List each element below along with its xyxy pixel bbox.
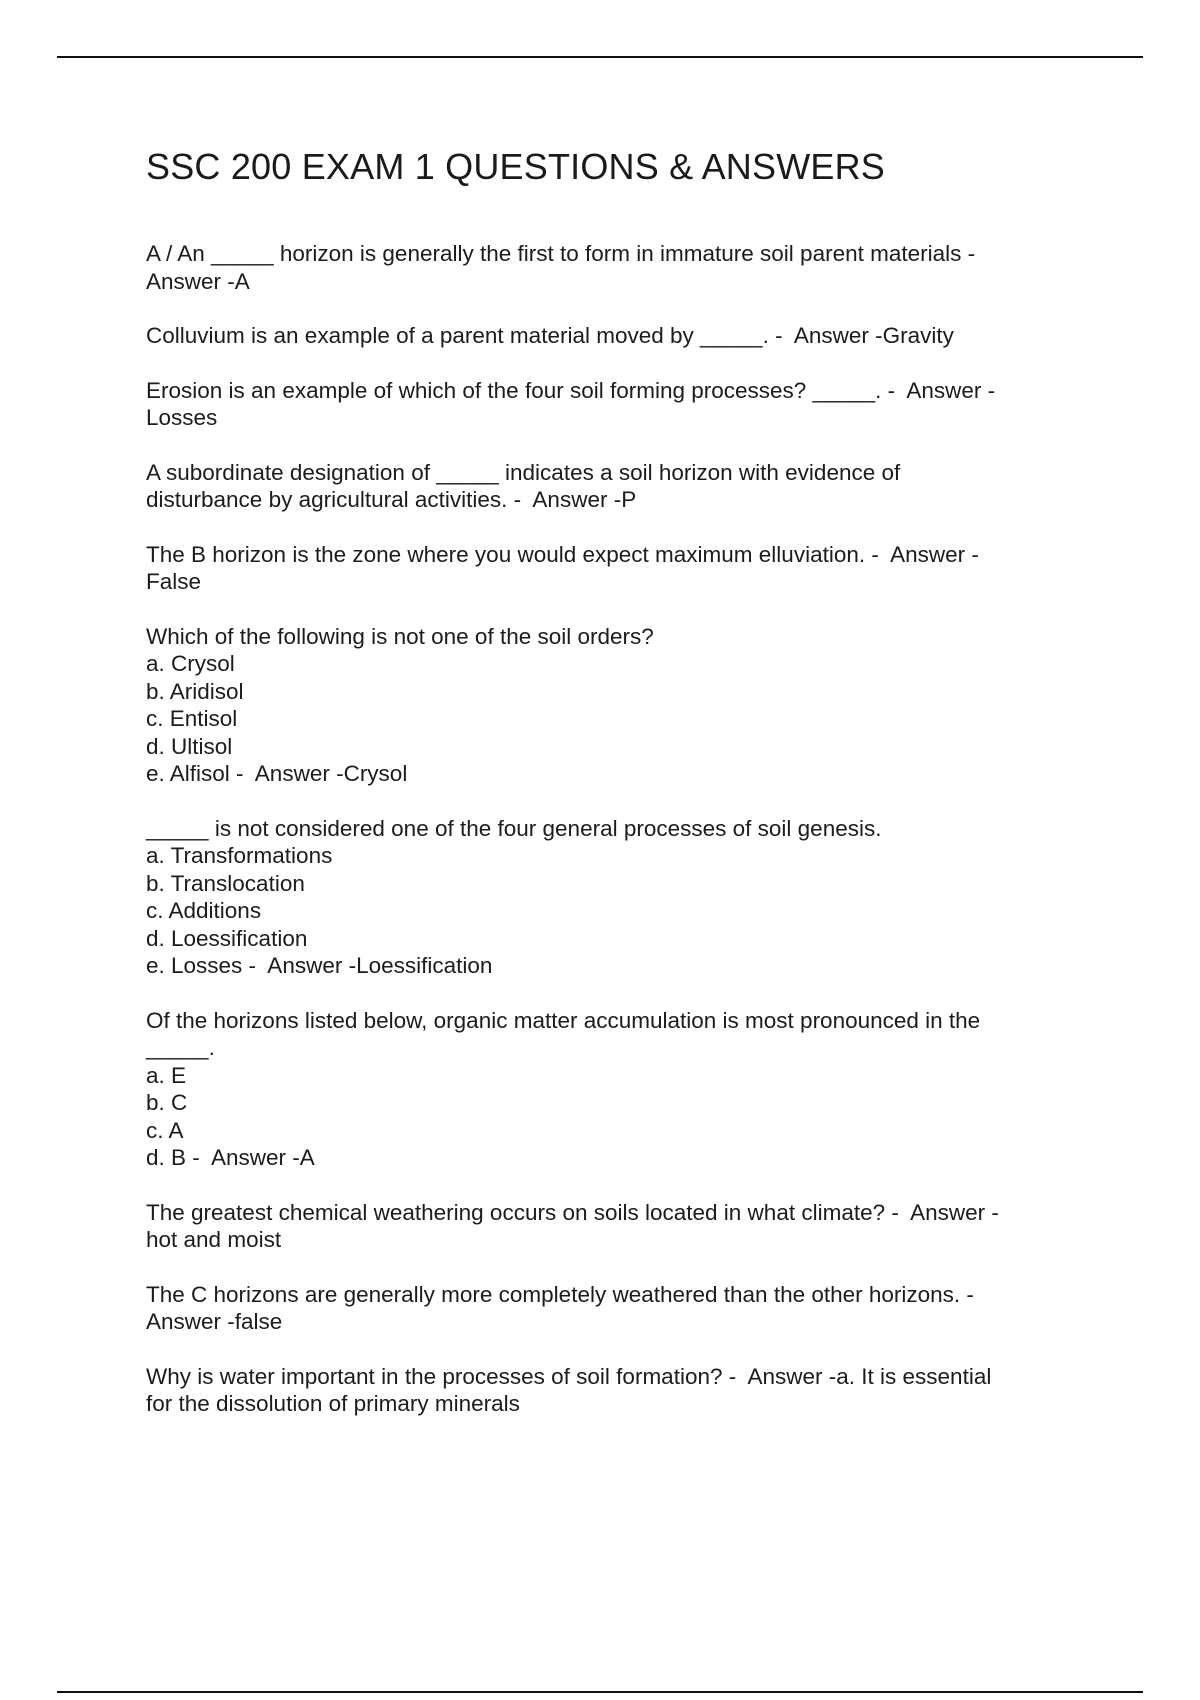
question-text: A / An _____ horizon is generally the first to form in immature soil parent materials -	[146, 241, 976, 266]
question-text: Which of the following is not one of the soil orders?	[146, 623, 654, 649]
document-title: SSC 200 EXAM 1 QUESTIONS & ANSWERS	[146, 146, 886, 187]
question-text: A subordinate designation of _____ indicates a soil horizon with evidence of	[146, 459, 901, 485]
qa-item	[146, 240, 1066, 295]
qa-line: d. Loessification	[146, 925, 308, 951]
question-text: Colluvium is an example of a parent material moved by _____. - Answer -Gravity	[146, 323, 954, 348]
question-text: _____ is not considered one of the four general processes of soil genesis.	[146, 815, 882, 841]
document-body	[146, 146, 1066, 1445]
qa-line: a. Transformations	[146, 843, 333, 868]
qa-line: e. Alfisol - Answer -Crysol	[146, 761, 408, 786]
qa-line: _____.	[146, 1035, 215, 1060]
question-text: Erosion is an example of which of the four soil forming processes? _____. - Answer -	[146, 377, 996, 403]
qa-line: c. Entisol	[146, 706, 238, 731]
qa-item	[146, 1363, 1066, 1418]
question-text: The greatest chemical weathering occurs on soils located in what climate? - Answer -	[146, 1199, 999, 1225]
qa-line: a. E	[146, 1062, 187, 1088]
qa-item	[146, 541, 1066, 596]
qa-line: Answer -A	[146, 268, 250, 294]
qa-item	[146, 322, 1066, 350]
qa-line: c. A	[146, 1117, 184, 1143]
qa-line: d. Ultisol	[146, 733, 233, 759]
qa-item	[146, 459, 1066, 514]
qa-line: disturbance by agricultural activities. - Answer -P	[146, 487, 637, 512]
qa-line: hot and moist	[146, 1227, 282, 1252]
qa-item	[146, 1281, 1066, 1336]
qa-line: b. Translocation	[146, 870, 305, 896]
qa-line: a. Crysol	[146, 651, 235, 676]
bottom-rule	[57, 1691, 1143, 1693]
qa-item	[146, 1199, 1066, 1254]
qa-item	[146, 1007, 1066, 1172]
qa-line: c. Additions	[146, 898, 262, 923]
qa-line: False	[146, 569, 202, 594]
question-text: The B horizon is the zone where you would expect maximum elluviation. - Answer -	[146, 541, 979, 567]
qa-line: for the dissolution of primary minerals	[146, 1391, 520, 1416]
qa-line: Losses	[146, 405, 218, 430]
question-text: The C horizons are generally more completely weathered than the other horizons. -	[146, 1281, 974, 1307]
qa-item	[146, 377, 1066, 432]
qa-line: b. C	[146, 1090, 188, 1115]
qa-item	[146, 815, 1066, 980]
qa-line: b. Aridisol	[146, 678, 244, 704]
qa-line: Answer -false	[146, 1309, 283, 1334]
qa-line: d. B - Answer -A	[146, 1145, 315, 1170]
question-text: Why is water important in the processes of soil formation? - Answer -a. It is essential	[146, 1363, 992, 1389]
qa-line: e. Losses - Answer -Loessification	[146, 953, 493, 978]
qa-item	[146, 623, 1066, 788]
qa-list	[146, 240, 1066, 1418]
top-rule	[57, 56, 1143, 58]
question-text: Of the horizons listed below, organic matter accumulation is most pronounced in the	[146, 1007, 981, 1033]
